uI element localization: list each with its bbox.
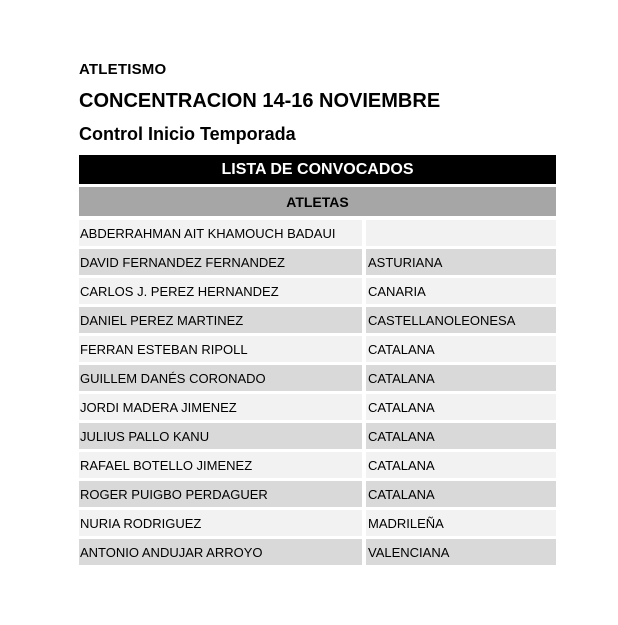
list-banner <box>79 155 556 184</box>
athlete-name: JULIUS PALLO KANU <box>79 423 362 449</box>
table-row <box>79 278 556 304</box>
page-subtitle: Control Inicio Temporada <box>79 124 296 144</box>
page-title: CONCENTRACION 14-16 NOVIEMBRE <box>79 90 441 112</box>
athlete-name: ROGER PUIGBO PERDAGUER <box>79 481 362 507</box>
athlete-region: CATALANA <box>366 336 556 362</box>
athlete-region: CATALANA <box>366 423 556 449</box>
athlete-region: VALENCIANA <box>366 539 556 565</box>
athlete-region: ASTURIANA <box>366 249 556 275</box>
athlete-region <box>366 220 556 246</box>
athlete-name: CARLOS J. PEREZ HERNANDEZ <box>79 278 362 304</box>
athlete-name: FERRAN ESTEBAN RIPOLL <box>79 336 362 362</box>
table-row <box>79 336 556 362</box>
table-row <box>79 394 556 420</box>
table-row <box>79 249 556 275</box>
athlete-region: CATALANA <box>366 365 556 391</box>
table-row <box>79 452 556 478</box>
athlete-region: MADRILEÑA <box>366 510 556 536</box>
athlete-name: GUILLEM DANÉS CORONADO <box>79 365 362 391</box>
athlete-name: DAVID FERNANDEZ FERNANDEZ <box>79 249 362 275</box>
athlete-region: CATALANA <box>366 452 556 478</box>
athlete-name: DANIEL PEREZ MARTINEZ <box>79 307 362 333</box>
table-row <box>79 510 556 536</box>
athlete-region: CANARIA <box>366 278 556 304</box>
athlete-name: ANTONIO ANDUJAR ARROYO <box>79 539 362 565</box>
athlete-name: RAFAEL BOTELLO JIMENEZ <box>79 452 362 478</box>
list-banner-label: LISTA DE CONVOCADOS <box>221 160 414 178</box>
athlete-name: NURIA RODRIGUEZ <box>79 510 362 536</box>
table-row <box>79 365 556 391</box>
section-header-athletes <box>79 187 556 216</box>
section-header-label: ATLETAS <box>286 193 349 210</box>
athletes-table <box>79 220 556 568</box>
table-row <box>79 307 556 333</box>
athlete-name: ABDERRAHMAN AIT KHAMOUCH BADAUI <box>79 220 362 246</box>
athlete-region: CATALANA <box>366 394 556 420</box>
table-row <box>79 220 556 246</box>
sport-heading: ATLETISMO <box>79 61 167 78</box>
athlete-region: CATALANA <box>366 481 556 507</box>
table-row <box>79 423 556 449</box>
athlete-name: JORDI MADERA JIMENEZ <box>79 394 362 420</box>
table-row <box>79 539 556 565</box>
athlete-region: CASTELLANOLEONESA <box>366 307 556 333</box>
table-row <box>79 481 556 507</box>
